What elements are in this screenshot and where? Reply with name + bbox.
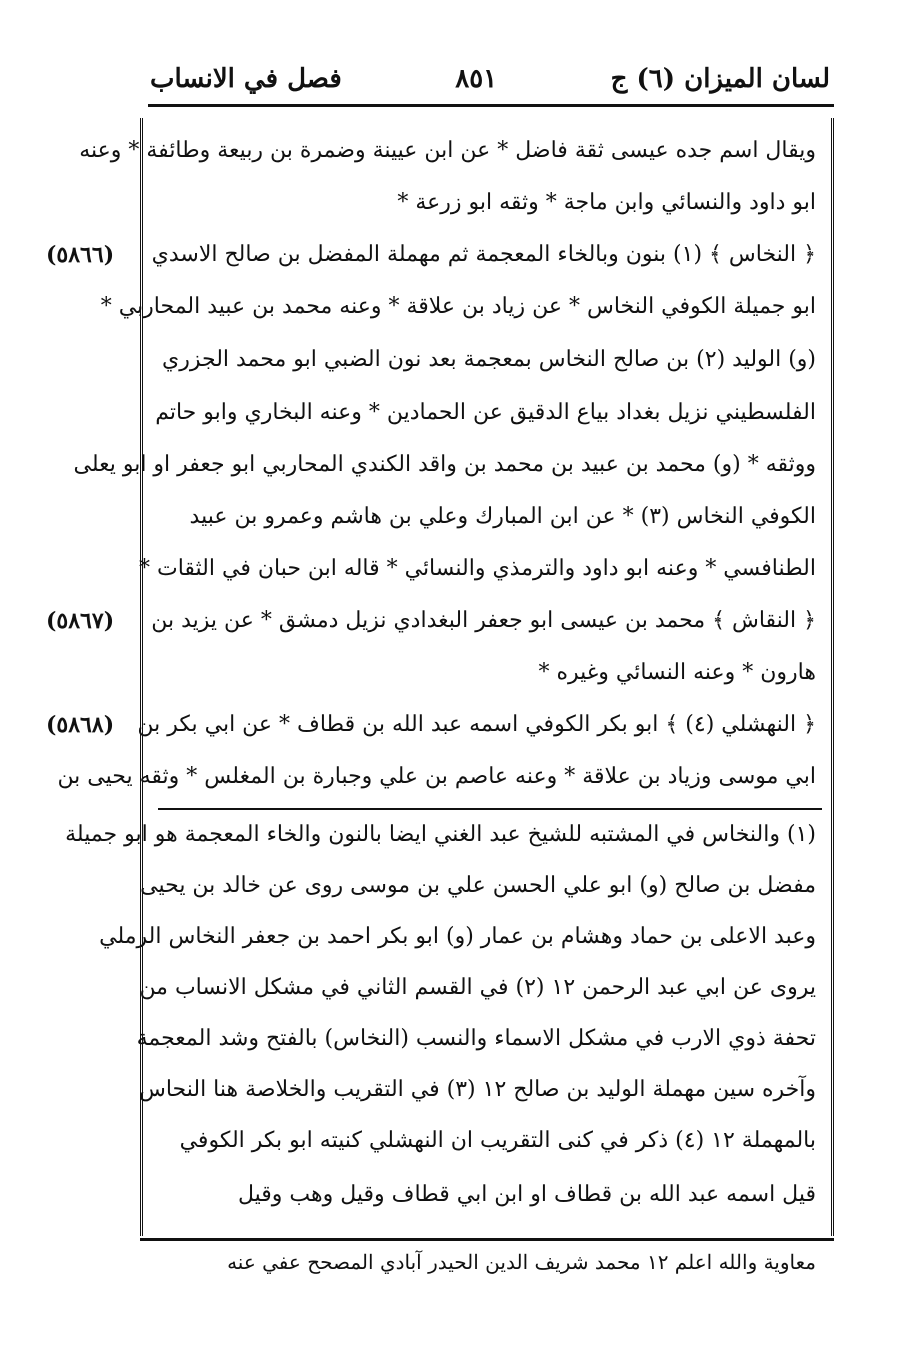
page-number: ٨٥١ — [455, 64, 498, 94]
footnote-line: وآخره سين مهملة الوليد بن صالح ١٢ (٣) في التقريب والخلاصة هنا النحاس — [138, 1077, 816, 1102]
page-header — [150, 58, 830, 100]
footnote-line: تحفة ذوي الارب في مشكل الاسماء والنسب (النخاس) بالفتح وشد المعجمة — [136, 1026, 816, 1051]
body-line: ابو جميلة الكوفي النخاس * عن زياد بن علاقة * وعنه محمد بن عبيد المحاربي * — [100, 294, 816, 319]
body-line: ﴿ النقاش ﴾ محمد بن عيسى ابو جعفر البغدادي نزيل دمشق * عن يزيد بن — [151, 608, 816, 633]
footer-rule — [140, 1238, 834, 1241]
footnote-line: مفضل بن صالح (و) ابو علي الحسن علي بن موسى روى عن خالد بن يحيى — [140, 873, 816, 898]
body-line: ابو داود والنسائي وابن ماجة * وثقه ابو زرعة * — [397, 190, 816, 215]
body-line: ﴿ النهشلي (٤) ﴾ ابو بكر الكوفي اسمه عبد الله بن قطاف * عن ابي بكر بن — [137, 712, 816, 737]
body-line: الطنافسي * وعنه ابو داود والترمذي والنسائي * قاله ابن حبان في الثقات * — [139, 556, 816, 581]
entry-number: (٥٨٦٨) — [46, 712, 115, 738]
page-footer: معاوية والله اعلم ١٢ محمد شريف الدين الحيدر آبادي المصحح عفي عنه — [227, 1250, 816, 1274]
body-line: ابي موسى وزياد بن علاقة * وعنه عاصم بن علي وجبارة بن المغلس * وثقه يحيى بن — [57, 764, 816, 789]
footnote-divider — [158, 808, 822, 810]
body-line: ﴿ النخاس ﴾ (١) بنون وبالخاء المعجمة ثم مهملة المفضل بن صالح الاسدي — [151, 242, 816, 267]
footnote-line: (١) والنخاس في المشتبه للشيخ عبد الغني ايضا بالنون والخاء المعجمة هو ابو جميلة — [65, 822, 816, 847]
footnote-line: وعبد الاعلى بن حماد وهشام بن عمار (و) ابو بكر احمد بن جعفر النخاس الرملي — [99, 924, 816, 949]
chapter-title: فصل في الانساب — [150, 64, 342, 94]
entry-number: (٥٨٦٧) — [46, 608, 115, 634]
body-line: ويقال اسم جده عيسى ثقة فاضل * عن ابن عيينة وضمرة بن ربيعة وطائفة * وعنه — [79, 138, 816, 163]
footnote-line: بالمهملة ١٢ (٤) ذكر في كنى التقريب ان النهشلي كنيته ابو بكر الكوفي — [179, 1128, 816, 1153]
body-line: هارون * وعنه النسائي وغيره * — [538, 660, 816, 685]
book-title: لسان الميزان (٦) ج — [610, 64, 830, 94]
body-line: الكوفي النخاس (٣) * عن ابن المبارك وعلي بن هاشم وعمرو بن عبيد — [189, 504, 816, 529]
body-line: الفلسطيني نزيل بغداد بياع الدقيق عن الحمادين * وعنه البخاري وابو حاتم — [155, 400, 816, 425]
footnote-line: يروى عن ابي عبد الرحمن ١٢ (٢) في القسم الثاني في مشكل الانساب من — [139, 975, 816, 1000]
entry-number: (٥٨٦٦) — [46, 242, 115, 268]
footnote-line: قيل اسمه عبد الله بن قطاف او ابن ابي قطاف وقيل وهب وقيل — [237, 1182, 816, 1207]
header-rule — [148, 104, 834, 107]
body-line: ووثقه * (و) محمد بن عبيد بن محمد بن واقد الكندي المحاربي ابو جعفر او ابو يعلى — [73, 452, 816, 477]
body-line: (و) الوليد (٢) بن صالح النخاس بمعجمة بعد نون الضبي ابو محمد الجزري — [162, 347, 816, 372]
